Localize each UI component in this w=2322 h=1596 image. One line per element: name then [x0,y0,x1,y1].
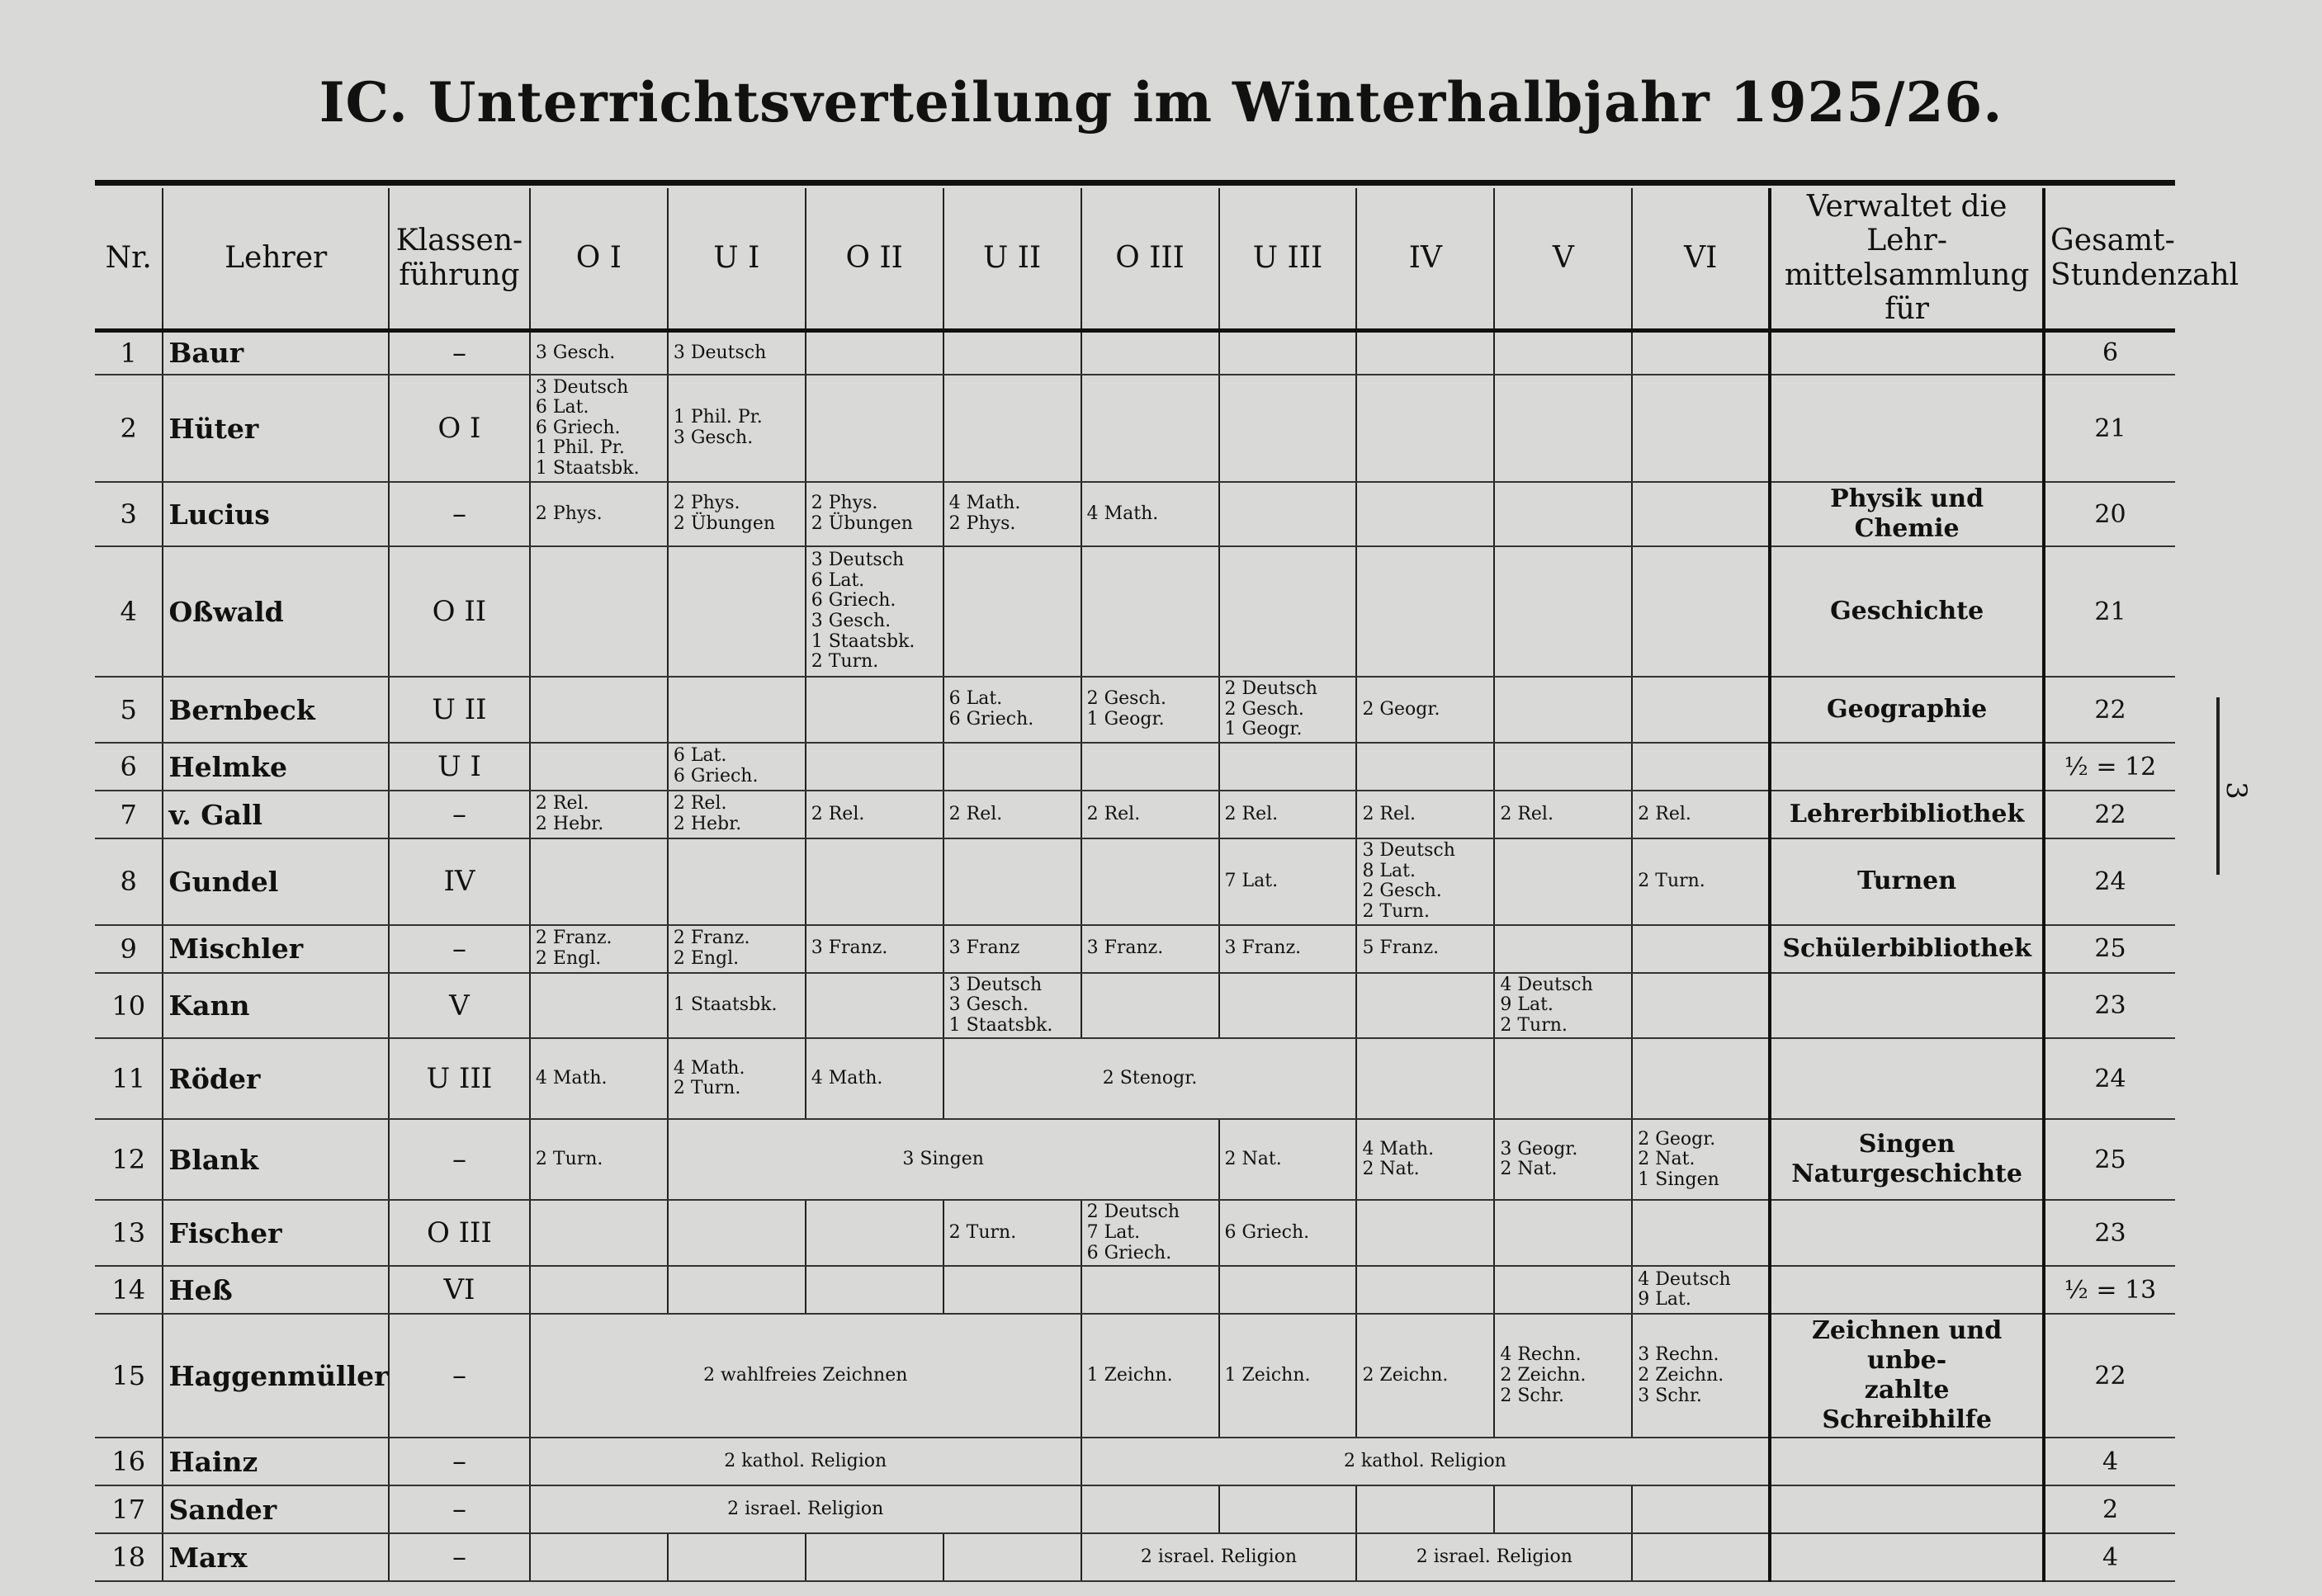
row-nr: 10 [95,973,163,1039]
total-hours: 22 [2044,677,2175,743]
header-class-oiii: O III [1081,188,1219,330]
subject-cell-oii [806,973,943,1039]
header-class-oi: O I [530,188,668,330]
subject-cell-v: 3 Geogr. 2 Nat. [1494,1119,1632,1200]
spanning-subject: 2 wahlfreies Zeichnen [530,1314,1081,1438]
total-hours: 25 [2044,925,2175,973]
subject-cell-oiii [1081,743,1219,791]
table-row [95,838,2175,925]
subject-cell-uii: 2 Rel. [943,791,1081,838]
total-hours: 2 [2044,1485,2175,1533]
row-nr: 15 [95,1314,163,1438]
subject-cell-ui: 1 Staatsbk. [668,973,806,1039]
subject-cell-vi [1632,330,1770,375]
header-nr: Nr. [95,188,163,330]
table-body [95,330,2175,1581]
total-hours: 21 [2044,546,2175,677]
collection-managed [1770,1533,2044,1581]
class-teacher-of: – [389,1438,530,1485]
subject-cell-v [1494,1038,1632,1119]
subject-cell-uiii: 2 Deutsch 2 Gesch. 1 Geogr. [1219,677,1357,743]
row-nr: 1 [95,330,163,375]
subject-cell-oii [806,375,943,482]
subject-cell-vi: 2 Rel. [1632,791,1770,838]
header-class-iv: IV [1356,188,1494,330]
subject-cell-v: 2 Rel. [1494,791,1632,838]
subject-cell-oiii [1081,838,1219,925]
table-row [95,925,2175,973]
class-teacher-of: – [389,330,530,375]
subject-cell-iv [1356,743,1494,791]
subject-cell-iv: 4 Math. 2 Nat. [1356,1119,1494,1200]
subject-cell-oiii [1081,1485,1219,1533]
collection-managed: Geschichte [1770,546,2044,677]
header-sammlung: Verwaltet die Lehr-mittelsammlung für [1770,188,2044,330]
row-nr: 3 [95,482,163,546]
subject-cell-oi [530,743,668,791]
subject-cell-ui: 6 Lat. 6 Griech. [668,743,806,791]
collection-managed: Physik und Chemie [1770,482,2044,546]
teacher-name: Hainz [163,1438,389,1485]
subject-cell-oiii: 2 Rel. [1081,791,1219,838]
subject-cell-uii: 6 Lat. 6 Griech. [943,677,1081,743]
subject-cell-uii [943,1533,1081,1581]
class-teacher-of: O I [389,375,530,482]
subject-cell-oii [806,330,943,375]
class-teacher-of: IV [389,838,530,925]
teacher-name: Röder [163,1038,389,1119]
table-row [95,1200,2175,1266]
subject-cell-oi: 2 Franz. 2 Engl. [530,925,668,973]
header-class-v: V [1494,188,1632,330]
subject-cell-vi [1632,743,1770,791]
subject-cell-uiii: 3 Franz. [1219,925,1357,973]
subject-cell-ui: 2 Franz. 2 Engl. [668,925,806,973]
subject-cell-uii [943,330,1081,375]
subject-cell-v [1494,1200,1632,1266]
spanning-subject: 3 Singen [668,1119,1219,1200]
subject-cell-iv [1356,1200,1494,1266]
page-number: 3 [2219,781,2253,800]
subject-cell-uii [943,1266,1081,1314]
subject-cell-oiii [1081,375,1219,482]
subject-cell-vi [1632,677,1770,743]
subject-cell-ui [668,838,806,925]
subject-cell-v: 4 Rechn. 2 Zeichn. 2 Schr. [1494,1314,1632,1438]
teacher-name: Fischer [163,1200,389,1266]
subject-cell-iv [1356,330,1494,375]
row-nr: 12 [95,1119,163,1200]
spanning-subject: 2 kathol. Religion [1081,1438,1771,1485]
header-class-uiii: U III [1219,188,1357,330]
class-teacher-of: – [389,1533,530,1581]
teacher-name: Blank [163,1119,389,1200]
row-nr: 4 [95,546,163,677]
header-row [95,188,2175,330]
subject-cell-uiii: 1 Zeichn. [1219,1314,1357,1438]
row-nr: 2 [95,375,163,482]
table-row [95,482,2175,546]
subject-cell-vi [1632,375,1770,482]
subject-cell-oi: 2 Rel. 2 Hebr. [530,791,668,838]
total-hours: ½ = 13 [2044,1266,2175,1314]
subject-cell-oi [530,1266,668,1314]
subject-cell-oi [530,838,668,925]
subject-cell-v [1494,743,1632,791]
subject-cell-uii: 2 Turn. [943,1200,1081,1266]
subject-cell-oi [530,1533,668,1581]
table-row [95,677,2175,743]
subject-cell-oii: 2 Rel. [806,791,943,838]
class-teacher-of: U III [389,1038,530,1119]
subject-cell-iv: 2 Geogr. [1356,677,1494,743]
table-row [95,1119,2175,1200]
subject-cell-v [1494,330,1632,375]
subject-cell-oii: 3 Deutsch 6 Lat. 6 Griech. 3 Gesch. 1 Staatsbk. 2 Turn. [806,546,943,677]
class-teacher-of: U II [389,677,530,743]
subject-cell-oii: 3 Franz. [806,925,943,973]
table-row [95,546,2175,677]
subject-cell-vi [1632,1485,1770,1533]
table-row [95,743,2175,791]
class-teacher-of: – [389,1485,530,1533]
subject-cell-uiii [1219,1266,1357,1314]
subject-cell-uiii [1219,546,1357,677]
header-gesamt: Gesamt-Stundenzahl [2044,188,2175,330]
collection-managed [1770,330,2044,375]
subject-cell-v [1494,482,1632,546]
subject-cell-vi [1632,1533,1770,1581]
teacher-name: v. Gall [163,791,389,838]
total-hours: 24 [2044,838,2175,925]
subject-cell-vi: 2 Geogr. 2 Nat. 1 Singen [1632,1119,1770,1200]
teacher-name: Mischler [163,925,389,973]
spanning-subject: 2 israel. Religion [1081,1533,1357,1581]
subject-cell-uiii [1219,1485,1357,1533]
row-nr: 17 [95,1485,163,1533]
row-nr: 16 [95,1438,163,1485]
collection-managed [1770,973,2044,1039]
top-rule [95,180,2175,186]
subject-cell-oii [806,677,943,743]
subject-cell-iv: 2 Zeichn. [1356,1314,1494,1438]
total-hours: 22 [2044,1314,2175,1438]
teacher-name: Hüter [163,375,389,482]
subject-cell-ui: 2 Phys. 2 Übungen [668,482,806,546]
spanning-subject: 2 Stenogr. [943,1038,1357,1119]
table-row [95,1266,2175,1314]
subject-cell-v [1494,925,1632,973]
teacher-name: Bernbeck [163,677,389,743]
subject-cell-uii [943,743,1081,791]
class-teacher-of: O III [389,1200,530,1266]
row-nr: 7 [95,791,163,838]
subject-cell-uiii [1219,375,1357,482]
row-nr: 8 [95,838,163,925]
subject-cell-oi [530,973,668,1039]
teacher-name: Sander [163,1485,389,1533]
page-title: IC. Unterrichtsverteilung im Winterhalbjahr 1925/26. [319,70,2003,135]
subject-cell-oii: 2 Phys. 2 Übungen [806,482,943,546]
subject-cell-oiii: 1 Zeichn. [1081,1314,1219,1438]
row-nr: 5 [95,677,163,743]
subject-cell-uii [943,546,1081,677]
total-hours: 23 [2044,973,2175,1039]
subject-cell-iv [1356,1038,1494,1119]
subject-cell-oi: 2 Turn. [530,1119,668,1200]
subject-cell-oi [530,677,668,743]
total-hours: 24 [2044,1038,2175,1119]
header-class-uii: U II [943,188,1081,330]
subject-cell-oii [806,1266,943,1314]
subject-cell-iv [1356,1485,1494,1533]
row-nr: 9 [95,925,163,973]
subject-cell-uiii: 2 Rel. [1219,791,1357,838]
total-hours: 6 [2044,330,2175,375]
subject-cell-oii: 4 Math. [806,1038,943,1119]
subject-cell-uiii: 6 Griech. [1219,1200,1357,1266]
collection-managed: Turnen [1770,838,2044,925]
collection-managed [1770,1485,2044,1533]
teacher-name: Baur [163,330,389,375]
subject-cell-oii [806,838,943,925]
total-hours: 22 [2044,791,2175,838]
subject-cell-oii [806,1533,943,1581]
subject-cell-iv: 3 Deutsch 8 Lat. 2 Gesch. 2 Turn. [1356,838,1494,925]
class-teacher-of: – [389,791,530,838]
subject-cell-vi [1632,925,1770,973]
subject-cell-uiii [1219,482,1357,546]
subject-cell-oi [530,1200,668,1266]
collection-managed [1770,1200,2044,1266]
total-hours: 21 [2044,375,2175,482]
subject-cell-vi [1632,482,1770,546]
spanning-subject: 2 israel. Religion [1356,1533,1632,1581]
total-hours: ½ = 12 [2044,743,2175,791]
subject-cell-uii [943,375,1081,482]
subject-cell-iv [1356,482,1494,546]
subject-cell-ui [668,1533,806,1581]
subject-cell-oiii [1081,330,1219,375]
subject-cell-oiii [1081,973,1219,1039]
subject-cell-uiii [1219,973,1357,1039]
subject-cell-oiii: 4 Math. [1081,482,1219,546]
subject-cell-oii [806,1200,943,1266]
subject-cell-iv: 2 Rel. [1356,791,1494,838]
teacher-name: Haggenmüller [163,1314,389,1438]
spanning-subject: 2 israel. Religion [530,1485,1081,1533]
class-teacher-of: V [389,973,530,1039]
total-hours: 4 [2044,1533,2175,1581]
class-teacher-of: O II [389,546,530,677]
subject-cell-ui: 1 Phil. Pr. 3 Gesch. [668,375,806,482]
subject-cell-v [1494,375,1632,482]
collection-managed: Zeichnen und unbe- zahlte Schreibhilfe [1770,1314,2044,1438]
collection-managed: Schülerbibliothek [1770,925,2044,973]
subject-cell-oi: 4 Math. [530,1038,668,1119]
subject-cell-vi: 3 Rechn. 2 Zeichn. 3 Schr. [1632,1314,1770,1438]
subject-cell-uiii [1219,330,1357,375]
subject-cell-v [1494,677,1632,743]
total-hours: 25 [2044,1119,2175,1200]
teacher-name: Helmke [163,743,389,791]
teacher-name: Oßwald [163,546,389,677]
subject-cell-ui: 4 Math. 2 Turn. [668,1038,806,1119]
collection-managed [1770,375,2044,482]
teacher-name: Heß [163,1266,389,1314]
subject-cell-ui [668,546,806,677]
subject-cell-vi: 2 Turn. [1632,838,1770,925]
subject-cell-ui [668,677,806,743]
subject-cell-uii: 3 Deutsch 3 Gesch. 1 Staatsbk. [943,973,1081,1039]
subject-cell-oiii [1081,546,1219,677]
collection-managed: Geographie [1770,677,2044,743]
table-row [95,1038,2175,1119]
collection-managed: Singen Naturgeschichte [1770,1119,2044,1200]
subject-cell-oiii: 2 Gesch. 1 Geogr. [1081,677,1219,743]
subject-cell-oi: 2 Phys. [530,482,668,546]
subject-cell-ui: 2 Rel. 2 Hebr. [668,791,806,838]
subject-cell-v [1494,1485,1632,1533]
subject-cell-v [1494,546,1632,677]
table-row [95,375,2175,482]
collection-managed [1770,1038,2044,1119]
class-teacher-of: – [389,925,530,973]
table-row [95,791,2175,838]
collection-managed [1770,1266,2044,1314]
row-nr: 14 [95,1266,163,1314]
subject-cell-oi [530,546,668,677]
header-lehrer: Lehrer [163,188,389,330]
subject-cell-vi [1632,973,1770,1039]
subject-cell-v [1494,1266,1632,1314]
total-hours: 20 [2044,482,2175,546]
table-row [95,330,2175,375]
subject-cell-uii [943,838,1081,925]
subject-cell-vi [1632,1200,1770,1266]
subject-cell-uiii: 7 Lat. [1219,838,1357,925]
subject-cell-vi [1632,546,1770,677]
subject-cell-uii: 4 Math. 2 Phys. [943,482,1081,546]
row-nr: 13 [95,1200,163,1266]
row-nr: 11 [95,1038,163,1119]
class-teacher-of: – [389,1314,530,1438]
teacher-name: Lucius [163,482,389,546]
class-teacher-of: – [389,482,530,546]
subject-cell-iv [1356,375,1494,482]
header-class-oii: O II [806,188,943,330]
row-nr: 18 [95,1533,163,1581]
subject-cell-vi: 4 Deutsch 9 Lat. [1632,1266,1770,1314]
subject-cell-ui: 3 Deutsch [668,330,806,375]
spanning-subject: 2 kathol. Religion [530,1438,1081,1485]
table-row [95,973,2175,1039]
table-row [95,1485,2175,1533]
table-row [95,1533,2175,1581]
teacher-name: Kann [163,973,389,1039]
total-hours: 4 [2044,1438,2175,1485]
header-class-vi: VI [1632,188,1770,330]
teacher-name: Gundel [163,838,389,925]
subject-cell-uiii: 2 Nat. [1219,1119,1357,1200]
header-class-ui: U I [668,188,806,330]
subject-cell-iv [1356,1266,1494,1314]
subject-cell-iv: 5 Franz. [1356,925,1494,973]
subject-cell-v [1494,838,1632,925]
subject-cell-oii [806,743,943,791]
class-teacher-of: VI [389,1266,530,1314]
table-row [95,1314,2175,1438]
subject-cell-oi: 3 Deutsch 6 Lat. 6 Griech. 1 Phil. Pr. 1 Staatsbk. [530,375,668,482]
subject-cell-uii: 3 Franz [943,925,1081,973]
subject-cell-oiii: 3 Franz. [1081,925,1219,973]
subject-cell-iv [1356,973,1494,1039]
subject-cell-uiii [1219,743,1357,791]
subject-cell-oiii: 2 Deutsch 7 Lat. 6 Griech. [1081,1200,1219,1266]
row-nr: 6 [95,743,163,791]
class-teacher-of: – [389,1119,530,1200]
subject-cell-oi: 3 Gesch. [530,330,668,375]
total-hours: 23 [2044,1200,2175,1266]
teacher-name: Marx [163,1533,389,1581]
subject-cell-iv [1356,546,1494,677]
collection-managed: Lehrerbibliothek [1770,791,2044,838]
subject-cell-oiii [1081,1266,1219,1314]
collection-managed [1770,1438,2044,1485]
subject-cell-vi [1632,1038,1770,1119]
subject-cell-ui [668,1266,806,1314]
table-row [95,1438,2175,1485]
header-klassenfuehrung: Klassen-führung [389,188,530,330]
subject-cell-v: 4 Deutsch 9 Lat. 2 Turn. [1494,973,1632,1039]
collection-managed [1770,743,2044,791]
class-teacher-of: U I [389,743,530,791]
schedule-table [95,188,2239,1582]
subject-cell-ui [668,1200,806,1266]
